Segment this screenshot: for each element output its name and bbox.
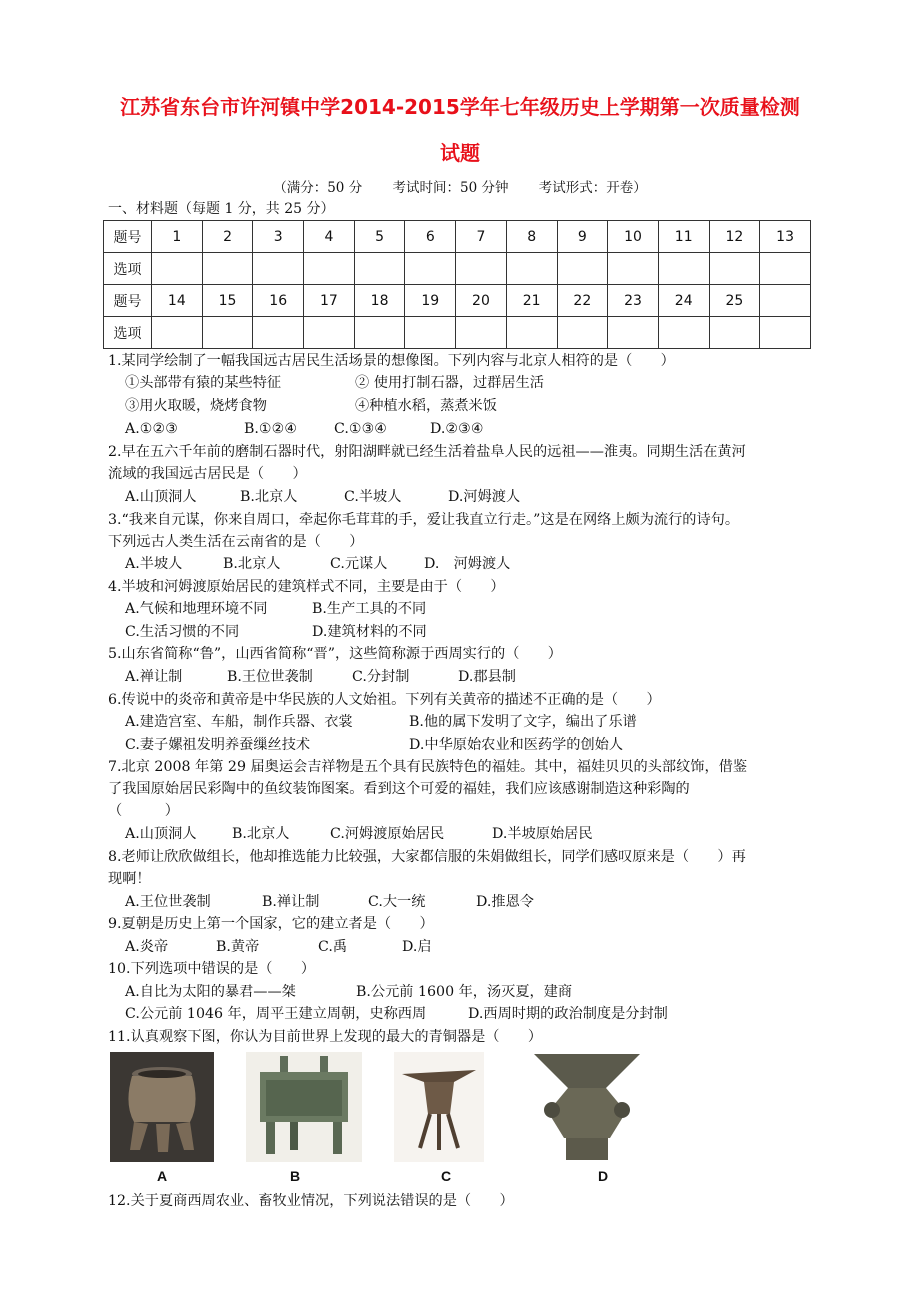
exam-meta: [0, 176, 920, 196]
answer-cell[interactable]: [405, 253, 456, 285]
q6-option-b[interactable]: B.他的属下发明了文字，编出了乐谱: [409, 714, 637, 730]
answer-cell[interactable]: [709, 253, 760, 285]
answer-cell[interactable]: [608, 317, 659, 349]
q2-option-a[interactable]: A.山顶洞人: [125, 489, 197, 505]
question-num-cell: 20: [456, 285, 507, 317]
q7-option-d[interactable]: D.半坡原始居民: [492, 826, 593, 842]
question-3-stem-cont: 下列远古人类生活在云南省的是（ ）: [108, 534, 364, 550]
answer-cell[interactable]: [202, 317, 253, 349]
answer-cell[interactable]: [456, 317, 507, 349]
row-label: 选项: [104, 253, 152, 285]
answer-cell[interactable]: [557, 253, 608, 285]
q1-statement-3: ③用火取暖，烧烤食物: [125, 398, 267, 414]
question-8-stem-cont: 现啊！: [108, 871, 151, 887]
answer-cell[interactable]: [760, 253, 811, 285]
q8-option-b[interactable]: B.禅让制: [262, 894, 320, 910]
question-num-cell: 19: [405, 285, 456, 317]
question-num-cell: 14: [152, 285, 203, 317]
question-10-stem: 10.下列选项中错误的是（ ）: [108, 961, 316, 977]
meta-score: （满分：50 分: [273, 180, 363, 196]
question-num-cell: 6: [405, 221, 456, 253]
q1-statement-1: ①头部带有猿的某些特征: [125, 375, 282, 391]
answer-cell[interactable]: [253, 253, 304, 285]
q11-caption-d: D: [598, 1168, 609, 1184]
row-label: 选项: [104, 317, 152, 349]
question-9-stem: 9.夏朝是历史上第一个国家，它的建立者是（ ）: [108, 916, 434, 932]
q2-option-d[interactable]: D.河姆渡人: [448, 489, 521, 505]
q10-option-c[interactable]: C.公元前 1046 年，周平王建立周朝，史称西周: [125, 1006, 427, 1022]
exam-title-line2: 试题: [440, 141, 480, 165]
answer-cell[interactable]: [354, 253, 405, 285]
meta-form: 考试形式：开卷）: [538, 180, 647, 196]
question-6-stem: 6.传说中的炎帝和黄帝是中华民族的人文始祖。下列有关黄帝的描述不正确的是（ ）: [108, 692, 661, 708]
question-num-cell: 9: [557, 221, 608, 253]
answer-cell[interactable]: [152, 253, 203, 285]
answer-cell[interactable]: [405, 317, 456, 349]
answer-cell[interactable]: [304, 317, 355, 349]
q1-option-b[interactable]: B.①②④: [244, 421, 298, 437]
q11-caption-a: A: [157, 1168, 168, 1184]
q9-option-d[interactable]: D.启: [402, 939, 432, 955]
question-4-stem: 4.半坡和河姆渡原始居民的建筑样式不同，主要是由于（ ）: [108, 579, 505, 595]
row-label: 题号: [104, 221, 152, 253]
q4-option-c[interactable]: C.生活习惯的不同: [125, 624, 240, 640]
question-num-cell: 25: [709, 285, 760, 317]
q7-option-c[interactable]: C.河姆渡原始居民: [330, 826, 445, 842]
question-8-stem: 8.老师让欣欣做组长，他却推选能力比较强，大家都信服的朱娟做组长，同学们感叹原来是（ ）再: [108, 849, 746, 865]
q6-option-d[interactable]: D.中华原始农业和医药学的创始人: [409, 737, 624, 753]
q4-option-b[interactable]: B.生产工具的不同: [312, 601, 427, 617]
question-num-cell: 24: [658, 285, 709, 317]
question-5-stem: 5.山东省简称“鲁”，山西省简称“晋”，这些简称源于西周实行的（ ）: [108, 646, 562, 662]
question-num-cell: 11: [658, 221, 709, 253]
q3-option-c[interactable]: C.元谋人: [330, 556, 388, 572]
q5-option-c[interactable]: C.分封制: [352, 669, 410, 685]
answer-cell[interactable]: [608, 253, 659, 285]
q10-option-d[interactable]: D.西周时期的政治制度是分封制: [468, 1006, 668, 1022]
q4-option-d[interactable]: D.建筑材料的不同: [312, 624, 427, 640]
answer-cell[interactable]: [304, 253, 355, 285]
answer-cell[interactable]: [506, 317, 557, 349]
q4-option-a[interactable]: A.气候和地理环境不同: [125, 601, 268, 617]
question-num-cell: 15: [202, 285, 253, 317]
question-num-cell: 23: [608, 285, 659, 317]
question-7-stem-end: （ ）: [108, 803, 179, 819]
question-num-cell: 7: [456, 221, 507, 253]
row-label: 题号: [104, 285, 152, 317]
question-num-cell: 18: [354, 285, 405, 317]
question-7-stem: 7.北京 2008 年第 29 届奥运会吉祥物是五个具有民族特色的福娃。其中，福娃贝贝的头部纹饰，借鉴: [108, 759, 748, 775]
q5-option-d[interactable]: D.郡县制: [458, 669, 516, 685]
q3-option-d[interactable]: D. 河姆渡人: [424, 556, 511, 572]
answer-cell[interactable]: [658, 253, 709, 285]
q1-statement-2: ② 使用打制石器，过群居生活: [355, 375, 544, 391]
q7-option-b[interactable]: B.北京人: [232, 826, 290, 842]
answer-cell[interactable]: [557, 317, 608, 349]
q11-image-c[interactable]: [394, 1052, 484, 1166]
q2-option-b[interactable]: B.北京人: [240, 489, 298, 505]
answer-table-row-ans1: [104, 253, 811, 285]
answer-cell[interactable]: [354, 317, 405, 349]
q9-option-b[interactable]: B.黄帝: [216, 939, 260, 955]
answer-table-row-num2: [104, 285, 811, 317]
exam-title-line1: 江苏省东台市许河镇中学2014-2015学年七年级历史上学期第一次质量检测: [120, 95, 800, 119]
q1-option-d[interactable]: D.②③④: [430, 421, 484, 437]
question-num-cell: 4: [304, 221, 355, 253]
answer-cell[interactable]: [456, 253, 507, 285]
meta-time: 考试时间：50 分钟: [392, 180, 509, 196]
question-11-stem: 11.认真观察下图，你认为目前世界上发现的最大的青铜器是（ ）: [108, 1029, 543, 1045]
question-num-cell: 21: [506, 285, 557, 317]
q10-option-a[interactable]: A.自比为太阳的暴君——桀: [125, 984, 296, 1000]
question-num-cell: 12: [709, 221, 760, 253]
question-num-cell: 1: [152, 221, 203, 253]
q8-option-d[interactable]: D.推恩令: [476, 894, 534, 910]
q9-option-a[interactable]: A.炎帝: [125, 939, 169, 955]
question-7-stem-cont: 了我国原始居民彩陶中的鱼纹装饰图案。看到这个可爱的福娃，我们应该感谢制造这种彩陶的: [108, 781, 690, 797]
q7-option-a[interactable]: A.山顶洞人: [125, 826, 197, 842]
q3-option-a[interactable]: A.半坡人: [125, 556, 183, 572]
q1-statement-4: ④种植水稻，蒸煮米饭: [355, 398, 497, 414]
answer-cell[interactable]: [506, 253, 557, 285]
question-num-cell: 3: [253, 221, 304, 253]
question-2-stem: 2.早在五六千年前的磨制石器时代，射阳湖畔就已经生活着盐阜人民的远祖——淮夷。同期生活在黄河: [108, 444, 746, 460]
q5-option-a[interactable]: A.禅让制: [125, 669, 183, 685]
answer-cell[interactable]: [709, 317, 760, 349]
answer-cell[interactable]: [202, 253, 253, 285]
question-3-stem: 3.“我来自元谋，你来自周口，牵起你毛茸茸的手，爱让我直立行走。”这是在网络上颇为流行的诗句。: [108, 512, 740, 528]
question-1-stem: 1.某同学绘制了一幅我国远古居民生活场景的想像图。下列内容与北京人相符的是（ ）: [108, 353, 675, 369]
q8-option-a[interactable]: A.王位世袭制: [125, 894, 211, 910]
section-heading: 一、材料题（每题 1 分，共 25 分）: [108, 201, 335, 217]
answer-cell[interactable]: [658, 317, 709, 349]
answer-cell[interactable]: [760, 317, 811, 349]
answer-cell[interactable]: [253, 317, 304, 349]
q1-option-a[interactable]: A.①②③: [125, 421, 178, 437]
question-num-cell: 5: [354, 221, 405, 253]
question-num-cell: 22: [557, 285, 608, 317]
q11-image-a[interactable]: [110, 1052, 214, 1166]
q6-option-c[interactable]: C.妻子嫘祖发明养蚕缫丝技术: [125, 737, 311, 753]
question-num-cell: 13: [760, 221, 811, 253]
question-num-cell: 8: [506, 221, 557, 253]
q1-option-c[interactable]: C.①③④: [334, 421, 388, 437]
question-num-cell: 17: [304, 285, 355, 317]
q11-image-d[interactable]: [530, 1048, 644, 1168]
q11-caption-b: B: [290, 1168, 301, 1184]
q6-option-a[interactable]: A.建造宫室、车船，制作兵器、衣裳: [125, 714, 353, 730]
question-num-cell: 2: [202, 221, 253, 253]
question-num-cell: 10: [608, 221, 659, 253]
q9-option-c[interactable]: C.禹: [318, 939, 348, 955]
q2-option-c[interactable]: C.半坡人: [344, 489, 402, 505]
q8-option-c[interactable]: C.大一统: [368, 894, 426, 910]
q5-option-b[interactable]: B.王位世袭制: [227, 669, 313, 685]
question-num-cell: [760, 285, 811, 317]
answer-table-row-num1: [104, 221, 811, 253]
q3-option-b[interactable]: B.北京人: [223, 556, 281, 572]
question-2-stem-cont: 流域的我国远古居民是（ ）: [108, 466, 307, 482]
q10-option-b[interactable]: B.公元前 1600 年，汤灭夏，建商: [356, 984, 573, 1000]
question-12-stem: 12.关于夏商西周农业、畜牧业情况，下列说法错误的是（ ）: [108, 1193, 514, 1209]
answer-table: [103, 220, 811, 349]
answer-table-row-ans2: [104, 317, 811, 349]
answer-cell[interactable]: [152, 317, 203, 349]
q11-caption-c: C: [441, 1168, 452, 1184]
question-num-cell: 16: [253, 285, 304, 317]
q11-image-b[interactable]: [246, 1052, 362, 1166]
